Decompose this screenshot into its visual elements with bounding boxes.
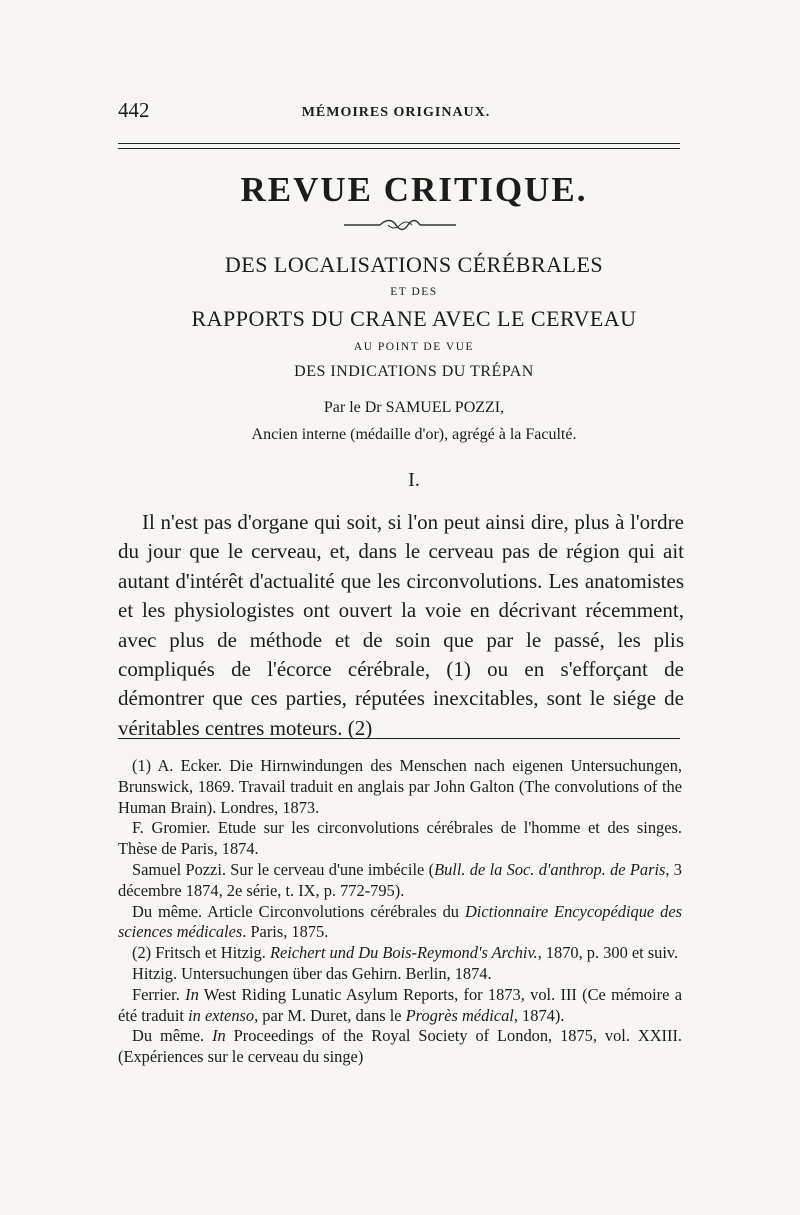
subtitle-line-4: AU POINT DE VUE <box>353 341 475 353</box>
subtitle-line-5: DES INDICATIONS DU TRÉPAN <box>294 363 534 380</box>
footnote-2c: Ferrier. In West Riding Lunatic Asylum Reports, for 1873, vol. III (Ce mémoire a été traduit in extenso, par M. Duret, dans le Progrès médical, 1874). <box>118 984 682 1025</box>
subtitle-line-1: DES LOCALISATIONS CÉRÉBRALES <box>224 252 604 277</box>
footnote-1d: Du même. Article Circonvolutions cérébrales du Dictionnaire Encycopédique des sciences médicales. Paris, 1875. <box>118 901 682 942</box>
header-rule-bottom <box>118 148 680 149</box>
ornament-divider <box>344 219 456 231</box>
section-number: I. <box>408 469 420 491</box>
page-header <box>112 98 680 128</box>
footnote-2a: (2) Fritsch et Hitzig. Reichert und Du Bois-Reymond's Archiv., 1870, p. 300 et suiv. <box>132 943 679 963</box>
author-byline: Par le Dr SAMUEL POZZI, <box>323 399 505 416</box>
footnote-1a: (1) A. Ecker. Die Hirnwindungen des Menschen nach eigenen Untersuchungen, Brunswick, 1869. Travail traduit en anglais par John Galton (The convolutions of the Human Brain). Londres, 1873. <box>118 756 682 817</box>
footnote-1c: Samuel Pozzi. Sur le cerveau d'une imbécile (Bull. de la Soc. d'anthrop. de Paris, 3 décembre 1874, 2e série, t. IX, p. 772-795). <box>118 859 683 900</box>
header-rule-top <box>118 143 680 144</box>
footnote-2b: Hitzig. Untersuchungen über das Gehirn. Berlin, 1874. <box>132 963 492 983</box>
footnote-2d: Du même. In Proceedings of the Royal Society of London, 1875, vol. XXIII. (Expériences sur le cerveau du singe) <box>118 1026 683 1067</box>
running-head: MÉMOIRES ORIGINAUX. <box>301 105 491 120</box>
body-text <box>118 508 684 743</box>
subtitle-line-3: RAPPORTS DU CRANE AVEC LE CERVEAU <box>191 306 637 331</box>
subtitle-line-2: ET DES <box>390 286 438 298</box>
footnote-rule <box>118 738 680 739</box>
footnotes <box>118 756 682 1068</box>
footnote-1b: F. Gromier. Etude sur les circonvolutions cérébrales de l'homme et des singes. Thèse de Paris, 1874. <box>118 818 682 859</box>
article-title: REVUE CRITIQUE. <box>240 170 588 209</box>
body-paragraph: Il n'est pas d'organe qui soit, si l'on peut ainsi dire, plus à l'ordre du jour que le cerveau, et, dans le cerveau pas de région qui ait autant d'intérêt d'actualité que les circonvolutions. Les anatomistes et les physiologistes ont ouvert la voie en décrivant récemment, avec plus de méthode et de soin que par le passé, les plis compliqués de l'écorce cérébrale, (1) ou en s'efforçant de démontrer que ces parties, réputées inexcitables, sont le siége de véritables centres moteurs. (2) <box>118 510 684 740</box>
page-number: 442 <box>118 98 150 122</box>
author-affiliation: Ancien interne (médaille d'or), agrégé à la Faculté. <box>251 426 577 443</box>
